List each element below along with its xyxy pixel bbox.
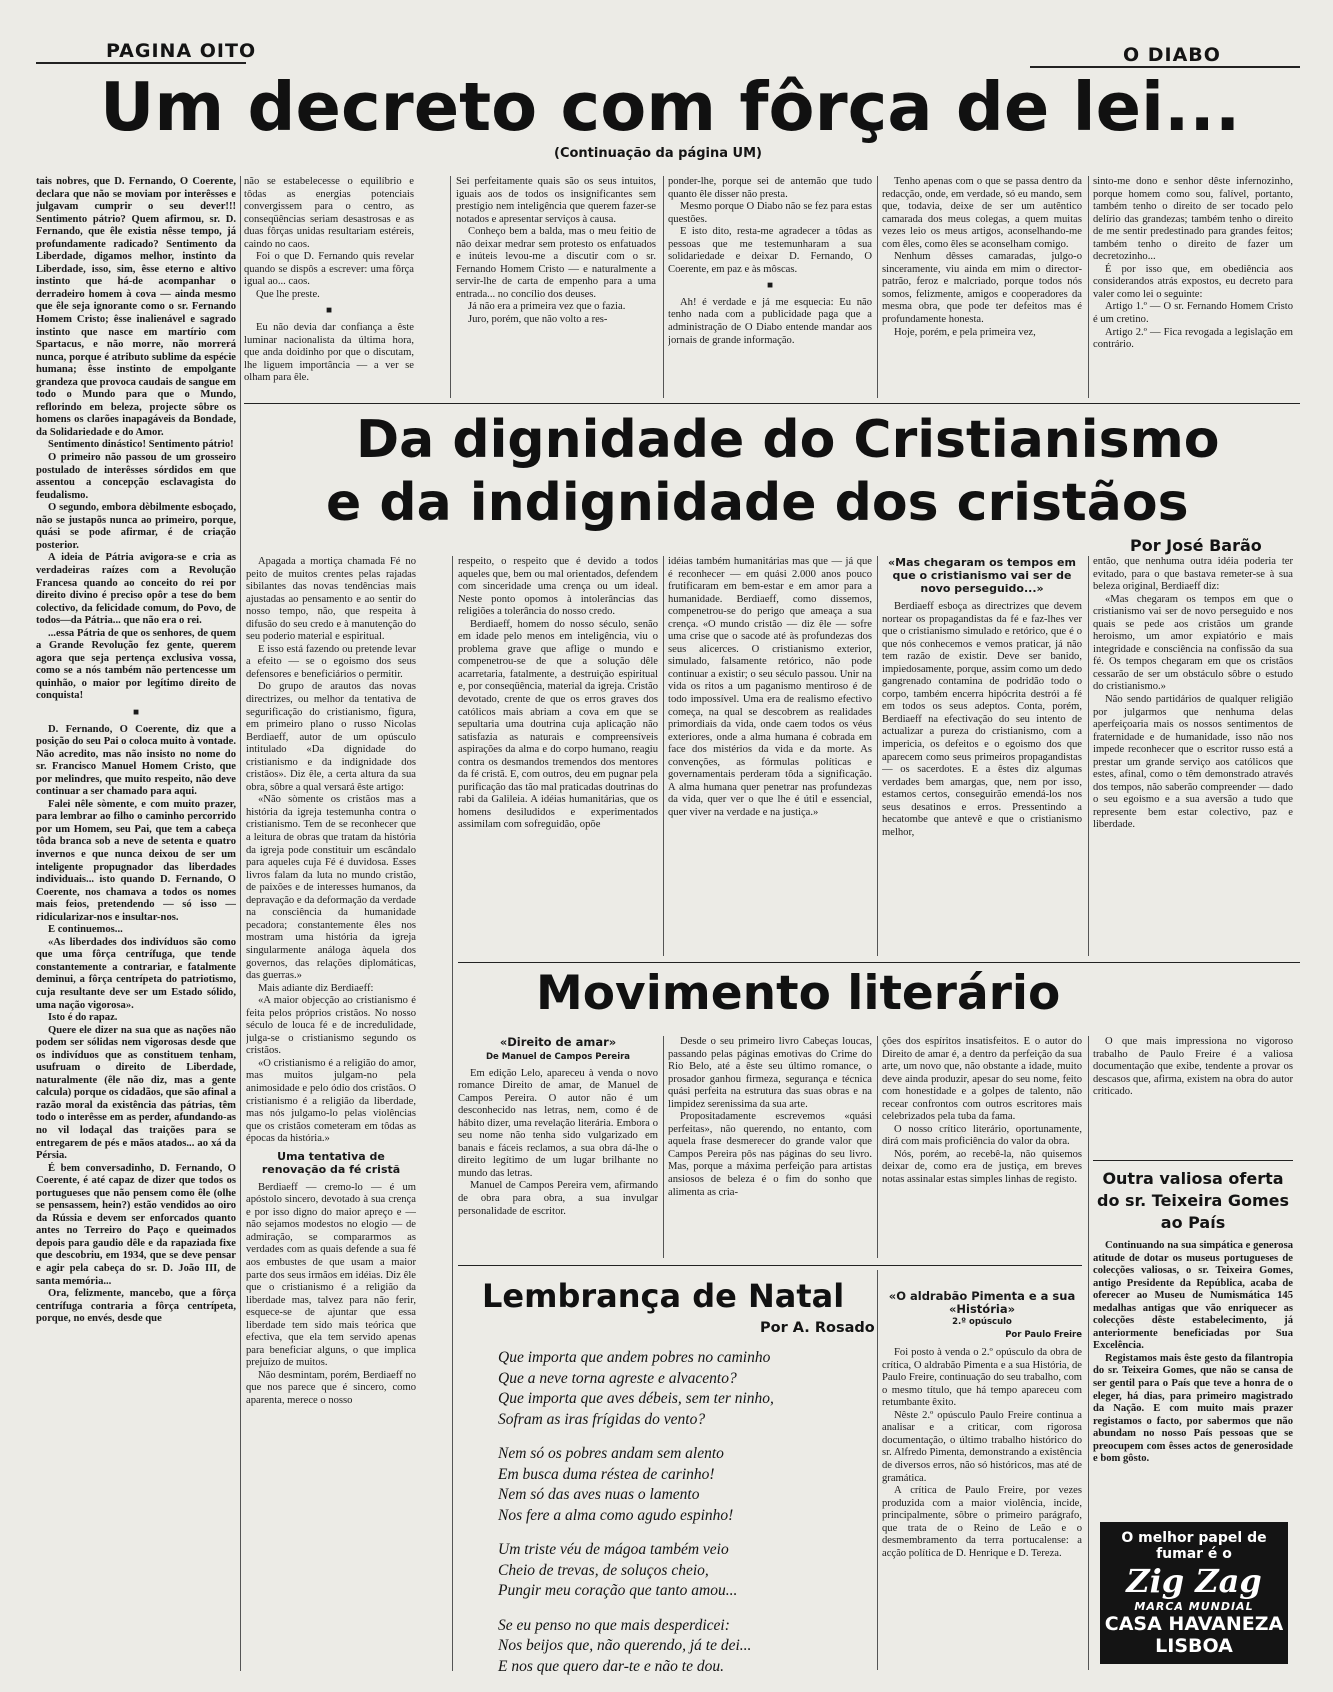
paper-name: O DIABO (1123, 44, 1221, 66)
aldrabao-title: «O aldrabão Pimenta e a sua «História» (888, 1290, 1076, 1316)
decreto-column-3 (456, 176, 656, 398)
section-rule (1093, 1160, 1293, 1161)
paragraph: então, que nenhuma outra idéia poderia ter evitado, para o que bastava remeter-se à sua beleza original, Berdiaeff diz: (1093, 556, 1293, 593)
paragraph: ções dos espíritos insatisfeitos. E o autor do Direito de amar é, a dentro da perfeição da sua arte, um novo que, não obstante a idade, muito deve ainda produzir, apesar do seu nome, feito com honestidade e a golpes de talento, não recear confrontos com outros escritores mais celebrizados pela tuba da fama. (882, 1036, 1082, 1123)
paragraph: A ideia de Pátria avigora-se e cria as verdadeiras raízes com a Revolução Francesa quando ao conceito do rei por direito divino é preciso opôr a tese do bem colectivo, da felicidade comum, do Povo, de todos—da Pátria... que não era o rei. (36, 552, 236, 627)
paragraph: Artigo 1.º — O sr. Fernando Homem Cristo é um cretino. (1093, 301, 1293, 326)
poem-line: Em busca duma réstea de carinho! (498, 1465, 715, 1483)
paragraph: ponder-lhe, porque sei de antemão que tudo quanto êle disser não presta. (668, 176, 872, 200)
aldrabao-author: Por Paulo Freire (1005, 1329, 1082, 1340)
dignidade-quote-heading: «Mas chegaram os tempos em que o cristianismo vai ser de novo perseguido...» (888, 556, 1076, 595)
column-divider (1088, 556, 1089, 956)
section-rule (244, 403, 1300, 404)
oferta-title: Outra valiosa oferta do sr. Teixeira Gomes ao País (1096, 1169, 1289, 1232)
poem-line: Um triste véu de mágoa também veio (498, 1541, 729, 1558)
poem-line: Se eu penso no que mais desperdicei: (498, 1616, 730, 1634)
column-divider (877, 556, 878, 956)
book-title: «Direito de amar» (499, 1036, 617, 1049)
paragraph: Do grupo de arautos das novas directrizes, ou melhor da tentativa de segurificação do cristianismo, figura, em primeiro plano o russo Nicolas Berdiaeff, autor de um opúsculo intitulado «Da dignidade do cristianismo e da indignidade dos cristãos». Diz êle, a certa altura da sua obra, sôbre a qual versará êste artigo: (246, 681, 416, 793)
decreto-continuation: (Continuação da página UM) (554, 146, 762, 161)
natal-byline: Por A. Rosado (760, 1320, 875, 1336)
paragraph: tais nobres, que D. Fernando, O Coerente, declara que não se moviam por interêsses e julgavam cumprir o seu dever!!! Sentimento pátrio? Quem afirmou, sr. D. Fernando, que êle existia nêsse tempo, já profundamente radicado? Sentimento da Liberdade, digamos melhor, instinto da Liberdade, isso, sim, êsse eterno e altivo instinto que há-de acompanhar o derradeiro homem à cova — ainda mesmo que êle seja ignorante como o sr. Fernando Homem Cristo; êsse inalienável e sagrado instinto que nasce em martírio com Spartacus, e não morre, não morrerá nunca, porque é atributo sublime da espécie humana; êsse instinto de empolgante grandeza que provoca caudais de sangue em todo o Mundo para que o Mundo, reflorindo em beleza, projecte sôbre os homens os clarões inapagáveis da Bondade, da Solidariedade e do Amor. (36, 176, 236, 438)
poem-stanza-3 (498, 1540, 858, 1602)
dignidade-byline: Por José Barão (1130, 536, 1262, 555)
paragraph: Apagada a mortiça chamada Fé no peito de muitos crentes pelas rajadas sibilantes das novas tendências mais ajustadas ao pensamento e ao sentir do nosso tempo, não, que respeita à difusão do seu credo e à manutenção do seu poderio material e espiritual. (246, 556, 416, 643)
paragraph: ...essa Pátria de que os senhores, de quem a Grande Revolução fez gente, querem agora que seja pertença exclusiva vossa, como se a nós também não pertencesse um quinhão, o maior por legítimo direito de conquista! (36, 627, 236, 702)
ad-line-4: CASA HAVANEZA (1104, 1613, 1284, 1635)
paragraph: Falei nêle sòmente, e com muito prazer, para lembrar ao filho o caminho percorrido por um Homem, seu Pai, que tem a cabeça tôda branca sob a neve de setenta e quatro invernos e que nunca deixou de ser um inteligente propugnador das liberdades individuais... isto quando D. Fernando, O Coerente, nos chamava a todos os nomes mais feios, pretendendo — só isso — ridicularizar-nos e insultar-nos. (36, 798, 236, 923)
literario-column-2 (668, 1036, 872, 1256)
decreto-column-6 (1093, 176, 1293, 398)
column-divider (1088, 1160, 1089, 1670)
book-author: De Manuel de Campos Pereira (485, 1052, 631, 1062)
poem-stanza-4 (498, 1616, 858, 1678)
paragraph: idéias também humanitárias mas que — já que é reconhecer — em quási 2.000 anos pouco frutificaram em bem-estar e em amor para a humanidade. Berdiaeff, como dissemos, compenetrou-se do perigo que ameaça a sua crença. «O mundo cristão — diz êle — sofre uma crise que o sacode até às profundezas dos seus alicerces. O cristianismo exterior, simulado, falsamente retórico, não pode continuar a existir; o seu século passou. Unir na vida os ritos a um paganismo mentiroso é de todo impossível. Uma era de realismo efectivo começa, na qual se descobrem as realidades primordiais da vida, onde caem todos os véus exteriores, onde a alma humana é cobrada em face dos mistérios da vida e da morte. As convenções, as fórmulas políticas e governamentais perderam tôda a significação. A alma humana quer penetrar nas profundezas da vida, quer ver o que lhe é útil e essencial, quer viver na verdade e na justiça.» (668, 556, 872, 818)
paragraph: Sentimento dinástico! Sentimento pátrio! (48, 439, 234, 451)
ad-brand: Zig Zag (1126, 1562, 1262, 1600)
literario-headline: Movimento literário (536, 966, 1061, 1021)
poem-line: Nem só os pobres andam sem alento (498, 1445, 724, 1462)
paragraph: «As liberdades dos indivíduos são como que uma fôrça centrífuga, que tende constantemente a contrariar, e fatalmente deminui, a fôrça centrípeta do patriotismo, cuja resultante deve ser um Estado sólido, uma nação vigorosa». (36, 936, 236, 1011)
paragraph: Hoje, porém, e pela primeira vez, (894, 326, 1036, 338)
paragraph: Sei perfeitamente quais são os seus intuitos, iguais aos de todos os insignificantes sem prestígio nem inteligência que querem fazer-se notados e apresentar serviços à causa. (456, 176, 656, 225)
paragraph: respeito, o respeito que é devido a todos aqueles que, bem ou mal orientados, defendem com sinceridade uma crença ou um ideal. Neste ponto opomos à intolerâncias das religiões a tolerância do nosso credo. (458, 556, 658, 618)
section-bullet: ■ (132, 706, 140, 718)
decreto-column-2 (244, 176, 414, 398)
paragraph: A crítica de Paulo Freire, por vezes produzida com a maior violência, incide, principalmente, sôbre o primeiro parágrafo, que trata de o Reino de Leão e o desmembramento da terra portucalense: a acção política de D. Henrique e D. Tereza. (882, 1485, 1082, 1559)
paragraph: É por isso que, em obediência aos considerandos atrás expostos, eu decreto para valer como lei o seguinte: (1093, 263, 1293, 300)
natal-headline: Lembrança de Natal (482, 1277, 845, 1315)
paragraph: Foi o que D. Fernando quis revelar quando se dispôs a escrever: uma fôrça igual ao... caos. (244, 251, 414, 288)
paragraph: Nós, porém, ao recebê-la, não quisemos deixar de, como era de justiça, em breves notas assinalar estas simples linhas de registo. (882, 1148, 1082, 1186)
column-divider (877, 1036, 878, 1258)
poem-line: Que importa que andem pobres no caminho (498, 1349, 771, 1366)
zig-zag-advertisement (1100, 1522, 1288, 1664)
paragraph: Já não era a primeira vez que o fazia. (468, 301, 626, 313)
paragraph: Em edição Lelo, apareceu à venda o novo romance Direito de amar, de Manuel de Campos Pereira. O autor não é um desconhecido nas letras, nem, como é de hábito dizer, uma revelação literária. Embora o seu nome não tenha sido vulgarizado em banais e fáceis reclamos, a sua obra dá-lhe o direito legítimo de um lugar brilhante no mundo das letras. (458, 1067, 658, 1179)
paragraph: Quere ele dizer na sua que as nações não podem ser sólidas nem vigorosas desde que os indivíduos que as constituem tenham, usufruam o direito de Liberdade, naturalmente (êle não diz, mas a gente calcula) porque os cidadãos, que são afinal a razão moral da existência das pátrias, têm todo o interêsse em as perder, afundando-as no vil lodaçal das traições para se entregarem de pés e mãos atados... ao xá da Pérsia. (36, 1024, 236, 1162)
paragraph: O nosso crítico literário, oportunamente, dirá com mais proficiência do valor da obra. (882, 1123, 1082, 1148)
column-divider (1088, 176, 1089, 398)
header-rule-left (36, 62, 246, 64)
dignidade-subheading: Uma tentativa de renovação da fé cristã (261, 1149, 401, 1176)
paragraph: E isto dito, resta-me agradecer a tôdas as pessoas que me testemunharam a sua solidariedade e deixar D. Fernando, O Coerente, em paz e às môscas. (668, 226, 872, 275)
poem-line: Que a neve torna agreste e alvacento? (498, 1369, 737, 1387)
poem-line: Nos fere a alma como agudo espinho! (498, 1506, 734, 1524)
dignidade-column-4 (882, 556, 1082, 956)
column-divider (877, 1270, 878, 1670)
column-divider (663, 176, 664, 398)
aldrabao-column (882, 1290, 1082, 1672)
paragraph: Foi posto à venda o 2.º opúsculo da obra de crítica, O aldrabão Pimenta e a sua História, de Paulo Freire, continuação do seu trabalho, com o mesmo título, que há tempo apareceu com retumbante êxito. (882, 1347, 1082, 1409)
paragraph: D. Fernando, O Coerente, diz que a posição do seu Pai o coloca muito à vontade. Não acredito, mas não insisto no nome do sr. Francisco Manuel Homem Cristo, que por melindres, que muito respeito, não deve continuar a ser chamado para aqui. (36, 723, 236, 798)
paragraph: «O cristianismo é a religião do amor, mas muitos julgam-no pela animosidade e pelo ódio dos cristãos. O cristianismo é a religião da liberdade, mas nós julgamo-lo pelas violências que os cristãos cometeram em tôdas as épocas da história.» (246, 1057, 416, 1145)
poem-line: Pungir meu coração que tanto amou... (498, 1582, 738, 1599)
literario-column-1 (458, 1036, 658, 1256)
section-rule (458, 962, 1300, 963)
decreto-column-4 (668, 176, 872, 398)
column-divider (452, 556, 453, 1671)
aldrabao-subtitle: 2.º opúsculo (952, 1317, 1012, 1327)
ad-line-3: MARCA MUNDIAL (1134, 1600, 1254, 1613)
column-divider (877, 176, 878, 398)
paragraph: Não sendo partidários de qualquer religião por julgarmos que nenhuma delas aperfeiçoaria mais os nossos sentimentos de fraternidade e de humanidade, isso não nos impede reconhecer que o escritor russo está a prestar um grande serviço aos católicos que estes, afinal, como o têm demonstrado através dos tempos, não saberão compreender — dado o seu egoismo e a sua aversão a tudo que represente bem estar colectivo, paz e liberdade. (1093, 694, 1293, 831)
literario-column-4 (1093, 1036, 1293, 1156)
paragraph: Registamos mais êste gesto da filantropia do sr. Teixeira Gomes, que não se cansa de ser gentil para o País que teve a honra de o eleger, há dias, para primeiro magistrado da Nação. E com muito mais prazer registamos o facto, por sabermos que não abundam no nosso País pessoas que se preocupem com êsses actos de generosidade e bom gôsto. (1093, 1352, 1293, 1465)
dignidade-column-1 (246, 556, 416, 1671)
paragraph: sinto-me dono e senhor dêste infernozinho, porque homem como sou, falível, portanto, também tenho o direito de ser tocado pelo delírio das grandezas; também tenho o direito de me sentir predestinado para grandes feitos; também tenho o direito de fazer um decretozinho... (1093, 176, 1293, 263)
column-divider (663, 1036, 664, 1258)
paragraph: Conheço bem a balda, mas o meu feitio de não deixar medrar sem protesto os enfatuados e inúteis levou-me a discutir com o sr. Fernando Homem Cristo — e naturalmente a servir-lhe de carta de empenho para a uma entrada... no concílio dos deuses. (456, 226, 656, 300)
poem-line: E nos que quero dar-te e não te dou. (498, 1657, 724, 1675)
poem-line: Nos beijos que, não querendo, já te dei... (498, 1637, 752, 1654)
poem-line: Nem só das aves nuas o lamento (498, 1486, 700, 1503)
paragraph: O que mais impressiona no vigoroso trabalho de Paulo Freire é a valiosa documentação que exibe, tendente a provar os descasos que, afirma, existem na obra do autor criticado. (1093, 1036, 1293, 1098)
page-label: PAGINA OITO (106, 40, 257, 62)
paragraph: E continuemos... (48, 924, 123, 936)
poem-line: Que importa que aves débeis, sem ter ninho, (498, 1390, 774, 1407)
paragraph: O segundo, embora dèbilmente esboçado, não se justapõs nunca ao primeiro, porque, quási se pode afirmar, é de criação posterior. (36, 502, 236, 551)
section-bullet: ■ (766, 280, 774, 292)
column-divider (450, 176, 451, 398)
paragraph: Artigo 2.º — Fica revogada a legislação em contrário. (1093, 326, 1293, 351)
literario-column-3 (882, 1036, 1082, 1256)
paragraph: Nenhum dêsses camaradas, julgo-o sinceramente, viu ainda em mim o director-patrão, feroz e malcriado, porque todos nós somos, felizmente, amigos e cooperadores da mesma obra, que pode ter defeitos mas é profundamente honesta. (882, 251, 1082, 326)
oferta-body (1093, 1240, 1293, 1515)
poem-line: Sofram as iras frígidas do vento? (498, 1410, 706, 1428)
paragraph: Eu não devia dar confiança a êste luminar nacionalista da última hora, que anda doidinho por que o discutam, lhe liguem importância — a ver se olham para êle. (244, 322, 414, 384)
poem-stanza-2 (498, 1444, 858, 1526)
paragraph: Manuel de Campos Pereira vem, afirmando de obra para obra, a sua invulgar personalidade de escritor. (458, 1180, 658, 1217)
column-divider (240, 176, 241, 1671)
dignidade-column-5 (1093, 556, 1293, 956)
ad-line-1: O melhor papel de fumar é o (1121, 1530, 1267, 1562)
paragraph: É bem conversadinho, D. Fernando, O Coerente, é até capaz de dizer que todos os portugueses que não pensem como êle (olhe se pensassem, hein?) estão vendidos ao oiro da Rússia e devem ser enforcados quanto antes no Terreiro do Paço e queimados depois para gaudio dêle e da rapaziada fixe que descobriu, em 1934, que se deve pensar e agir pela cabeça do sr. D. João III, de santa memória... (36, 1162, 236, 1287)
section-rule (458, 1265, 1082, 1266)
decreto-headline: Um decreto com fôrça de lei... (100, 68, 1241, 146)
poem-line: Cheio de trevas, de soluços cheio, (498, 1561, 709, 1579)
ad-line-5: LISBOA (1155, 1635, 1233, 1657)
paragraph: Isto é do rapaz. (48, 1012, 118, 1024)
paragraph: «Mas chegaram os tempos em que o cristianismo vai ser de novo perseguido e nos quais se pede aos cristãos um grande heroismo, um amor expiatório e mais integridade e consciência na confissão da sua fé. Os tempos chegaram em que os cristãos cessarão de ser um obstáculo sôbre o estudo do cristianismo.» (1093, 593, 1293, 693)
paragraph: não se estabelecesse o equilíbrio e tôdas as energias potenciais convergissem para o centro, as conseqüências seriam desastrosas e as duas fôrças unidas resultariam estéreis, caindo no caos. (244, 176, 414, 250)
column-divider (663, 556, 664, 956)
decreto-column-5 (882, 176, 1082, 398)
natal-poem (498, 1348, 858, 1691)
paragraph: Nêste 2.º opúsculo Paulo Freire continua a analisar e a criticar, com rigorosa documentação, o último trabalho histórico do sr. Alfredo Pimenta, demonstrando a existência de diversos erros, não só históricos, mas até de gramática. (882, 1409, 1082, 1484)
paragraph: Que lhe preste. (256, 288, 320, 300)
paragraph: Mesmo porque O Diabo não se fez para estas questões. (668, 201, 872, 225)
paragraph: Ah! é verdade e já me esquecia: Eu não tenho nada com a publicidade paga que a administração de O Diabo entende mandar aos jornais de grande informação. (668, 296, 872, 346)
decreto-column-1 (36, 176, 236, 1671)
paragraph: Ora, felizmente, mancebo, que a fôrça centrífuga contraria a fôrça centrípeta, porque, no envés, desde que (36, 1288, 236, 1325)
dignidade-column-3 (668, 556, 872, 956)
paragraph: Desde o seu primeiro livro Cabeças loucas, passando pelas páginas emotivas do Crime do Rio Belo, até a êste seu último romance, o prosador ganhou firmeza, segurança e técnica quási perfeita na estrutura das suas obras e na limpidez serenissima da sua arte. (668, 1036, 872, 1110)
paragraph: Propositadamente escrevemos «quási perfeitas», não querendo, no entanto, com aquela frase desmerecer do grande valor que Campos Pereira pôs nas páginas do seu livro. Mas, porque a máxima perfeição para artistas ansiosos de beleza é o fim do sonho que alimenta as cria- (668, 1111, 872, 1198)
section-bullet: ■ (325, 305, 333, 317)
paragraph: Berdiaeff — cremo-lo — é um apóstolo sincero, devotado à sua crença e por isso digno do maior apreço e — não sejamos modestos no elogio — de admiração, se compararmos as verdades com as quais defende a sua fé aos embustes de que usam a maior parte dos seus irmãos em idéias. Diz êle que o cristianismo é a religião da liberdade mas, talvez para não ferir, esquece-se de ajuntar que essa liberdade tem sido mais teórica que efectiva, que ela tem servido apenas para beneficiar alguns, o que implica prejuízo de muitos. (246, 1181, 416, 1369)
poem-stanza-1 (498, 1348, 858, 1430)
paragraph: «Não sòmente os cristãos mas a história da igreja testemunha contra o cristianismo. Tem de se reconhecer que a leitura de obras que tratam da história da igreja pode constituir um escândalo para aqueles cuja Fé é duvidosa. Esses livros falam da luta no mundo cristão, de paixões e de interesses humanos, da depravação e da deformação da verdade na consciência da humanidade pecadora; constantemente êles nos mostram uma história da igreja singularmente análoga àquela dos governos, das relações diplomáticas, das guerras.» (246, 794, 416, 982)
paragraph: O primeiro não passou de um grosseiro postulado de interêsses sórdidos em que assentou a concepção esclavagista do feudalismo. (36, 452, 236, 501)
paragraph: Continuando na sua simpática e generosa atitude de dotar os museus portugueses de colecções valiosas, o sr. Teixeira Gomes, antigo Presidente da República, acaba de oferecer ao Museu de Numismática 145 medalhas antigas que vão enriquecer as colecções dêste estabelecimento, já anteriormente beneficiadas por Sua Excelência. (1093, 1240, 1293, 1352)
paragraph: Juro, porém, que não volto a res- (468, 314, 608, 326)
paragraph: «A maior objecção ao cristianismo é feita pelos próprios cristãos. No nosso século de louca fé e de incredulidade, julga-se o cristianismo segundo os cristãos. (246, 995, 416, 1057)
paragraph: Tenho apenas com o que se passa dentro da redacção, onde, em verdade, só eu mando, sem que, todavia, deixe de ser um autêntico camarada dos meus colegas, a quem muitas vezes leio os meus artigos, aconselhando-me com êles, como êles se aconselham comigo. (882, 176, 1082, 250)
dignidade-column-2 (458, 556, 658, 956)
paragraph: Mais adiante diz Berdiaeff: (258, 982, 374, 994)
paragraph: E isso está fazendo ou pretende levar a efeito — se o egoismo dos seus defensores e beneficiários o permitir. (246, 643, 416, 680)
dignidade-headline-line1: Da dignidade do Cristianismo (356, 410, 1220, 470)
paragraph: Berdiaeff esboça as directrizes que devem nortear os propagandistas da fé e faz-lhes ver que o cristianismo simulado e retórico, que é o que nós conhecemos e vemos praticar, já não tem razão de existir. Deve ser banido, impiedosamente, porque, assim como um dedo gangrenado contamina de podridão todo o corpo, também encerra hipócrita destrói a fé em todos os seus adeptos. Conta, porém, Berdiaeff na efectivação do seu intento de actualizar a pureza do cristianismo, com a impericia, os defeitos e o egoismo dos que aparecem como seus primeiros propagandistas — os sacerdotes. E a êstes diz algumas verdades bem amargas, que, nem por isso, estamos certos, conseguirão emendá-los nos seus desatinos e erros. Pressentindo a hecatombe que antevê e que o cristianismo melhor, (882, 601, 1082, 838)
paragraph: Berdiaeff, homem do nosso século, senão em idade pelo menos em inteligência, viu o problema grave que aflige o mundo e compenetrou-se de que a solução dêle acarretaria, fatalmente, a destruição espiritual e, por conseqüência, material da igreja. Cristão devotado, crente de que os erros graves dos católicos mais abriam a cova em que se sepultaria uma doutrina cuja aplicação não satisfazia as naturais e compreensíveis aspirações da alma e do corpo humano, reagiu contra os desmandos tremendos dos mentores da fé cristã. E, com outros, deu em pugnar pela purificação das tão mal praticadas doutrinas do rabi da Galileia. A idéias humanitárias, que os homens desiludidos e experimentados assimilam com sofreguidão, opõe (458, 618, 658, 831)
paragraph: Não desmintam, porém, Berdiaeff no que nos parece que é sincero, como aparenta, merece o nosso (246, 1369, 416, 1406)
dignidade-headline-line2: e da indignidade dos cristãos (326, 473, 1189, 533)
